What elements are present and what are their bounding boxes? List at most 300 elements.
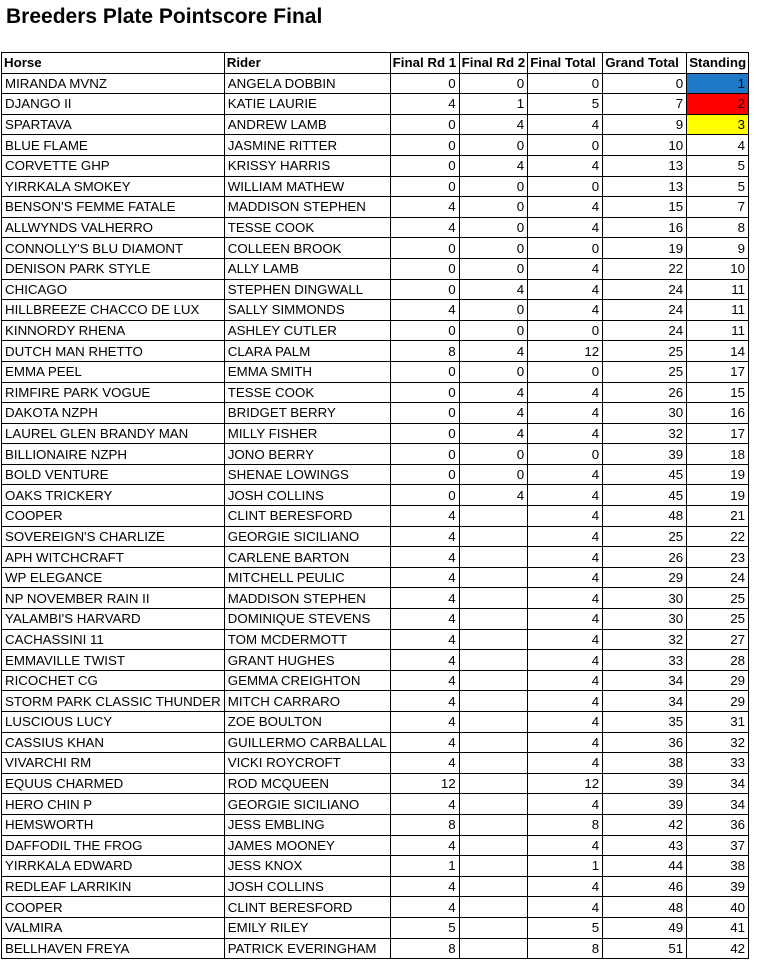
final-total-cell: 12 (528, 773, 603, 794)
rider-cell: EMILY RILEY (224, 917, 390, 938)
horse-cell: BELLHAVEN FREYA (2, 938, 225, 959)
rider-cell: GEORGIE SICILIANO (224, 526, 390, 547)
grand-total-cell: 42 (603, 814, 687, 835)
final-rd-1-cell: 4 (390, 94, 459, 115)
final-rd-2-cell: 4 (459, 279, 528, 300)
rider-cell: ANDREW LAMB (224, 114, 390, 135)
standing-cell: 8 (687, 217, 749, 238)
grand-total-cell: 51 (603, 938, 687, 959)
final-total-cell: 4 (528, 670, 603, 691)
final-rd-1-cell: 4 (390, 897, 459, 918)
final-rd-1-cell: 4 (390, 794, 459, 815)
grand-total-cell: 19 (603, 238, 687, 259)
final-total-cell: 4 (528, 753, 603, 774)
final-rd-2-cell: 0 (459, 135, 528, 156)
table-row (2, 464, 749, 485)
rider-cell: JESS KNOX (224, 856, 390, 877)
rider-cell: ANGELA DOBBIN (224, 73, 390, 94)
final-rd-2-cell: 0 (459, 444, 528, 465)
final-rd-1-cell: 4 (390, 732, 459, 753)
horse-cell: KINNORDY RHENA (2, 320, 225, 341)
standing-cell: 32 (687, 732, 749, 753)
column-header-horse: Horse (2, 53, 225, 74)
horse-cell: BLUE FLAME (2, 135, 225, 156)
horse-cell: YIRRKALA EDWARD (2, 856, 225, 877)
grand-total-cell: 44 (603, 856, 687, 877)
final-total-cell: 4 (528, 114, 603, 135)
grand-total-cell: 45 (603, 464, 687, 485)
final-total-cell: 4 (528, 197, 603, 218)
final-rd-2-cell (459, 526, 528, 547)
standing-cell: 17 (687, 423, 749, 444)
final-total-cell: 5 (528, 94, 603, 115)
rider-cell: GEMMA CREIGHTON (224, 670, 390, 691)
horse-cell: YALAMBI'S HARVARD (2, 609, 225, 630)
column-header-rider: Rider (224, 53, 390, 74)
rider-cell: GRANT HUGHES (224, 650, 390, 671)
standing-cell: 25 (687, 588, 749, 609)
standing-cell: 10 (687, 258, 749, 279)
table-row (2, 320, 749, 341)
final-rd-2-cell (459, 876, 528, 897)
grand-total-cell: 32 (603, 629, 687, 650)
final-rd-2-cell: 0 (459, 73, 528, 94)
final-rd-1-cell: 0 (390, 279, 459, 300)
horse-cell: CONNOLLY'S BLU DIAMONT (2, 238, 225, 259)
final-rd-2-cell: 1 (459, 94, 528, 115)
final-rd-2-cell (459, 835, 528, 856)
final-total-cell: 0 (528, 135, 603, 156)
table-row (2, 485, 749, 506)
final-rd-2-cell (459, 712, 528, 733)
rider-cell: JASMINE RITTER (224, 135, 390, 156)
final-rd-2-cell (459, 670, 528, 691)
horse-cell: SOVEREIGN'S CHARLIZE (2, 526, 225, 547)
final-rd-2-cell (459, 773, 528, 794)
standing-cell: 22 (687, 526, 749, 547)
table-row (2, 73, 749, 94)
final-rd-2-cell (459, 897, 528, 918)
standing-cell: 19 (687, 485, 749, 506)
horse-cell: ALLWYNDS VALHERRO (2, 217, 225, 238)
final-rd-1-cell: 4 (390, 712, 459, 733)
final-rd-2-cell (459, 547, 528, 568)
horse-cell: CACHASSINI 11 (2, 629, 225, 650)
table-row (2, 176, 749, 197)
final-rd-2-cell (459, 629, 528, 650)
table-row (2, 917, 749, 938)
rider-cell: WILLIAM MATHEW (224, 176, 390, 197)
final-rd-1-cell: 0 (390, 361, 459, 382)
standing-cell: 31 (687, 712, 749, 733)
final-total-cell: 4 (528, 712, 603, 733)
table-row (2, 135, 749, 156)
standing-cell: 18 (687, 444, 749, 465)
final-total-cell: 4 (528, 155, 603, 176)
table-row (2, 938, 749, 959)
standing-cell: 37 (687, 835, 749, 856)
final-rd-1-cell: 4 (390, 835, 459, 856)
final-rd-1-cell: 0 (390, 464, 459, 485)
final-rd-2-cell (459, 814, 528, 835)
grand-total-cell: 30 (603, 588, 687, 609)
final-total-cell: 4 (528, 732, 603, 753)
horse-cell: YIRRKALA SMOKEY (2, 176, 225, 197)
horse-cell: HEMSWORTH (2, 814, 225, 835)
rider-cell: TOM MCDERMOTT (224, 629, 390, 650)
final-rd-2-cell (459, 938, 528, 959)
final-rd-1-cell: 0 (390, 485, 459, 506)
rider-cell: COLLEEN BROOK (224, 238, 390, 259)
horse-cell: APH WITCHCRAFT (2, 547, 225, 568)
rider-cell: DOMINIQUE STEVENS (224, 609, 390, 630)
final-total-cell: 8 (528, 814, 603, 835)
final-rd-2-cell: 0 (459, 176, 528, 197)
final-rd-2-cell: 0 (459, 300, 528, 321)
standing-cell: 16 (687, 403, 749, 424)
final-total-cell: 4 (528, 609, 603, 630)
table-row (2, 423, 749, 444)
horse-cell: RICOCHET CG (2, 670, 225, 691)
final-total-cell: 4 (528, 403, 603, 424)
table-row (2, 300, 749, 321)
standing-cell: 5 (687, 155, 749, 176)
rider-cell: JONO BERRY (224, 444, 390, 465)
standing-cell: 14 (687, 341, 749, 362)
table-row (2, 197, 749, 218)
final-rd-1-cell: 4 (390, 753, 459, 774)
horse-cell: EMMA PEEL (2, 361, 225, 382)
standing-cell: 23 (687, 547, 749, 568)
final-rd-1-cell: 4 (390, 691, 459, 712)
rider-cell: CARLENE BARTON (224, 547, 390, 568)
final-total-cell: 4 (528, 464, 603, 485)
final-rd-2-cell: 0 (459, 361, 528, 382)
final-rd-1-cell: 4 (390, 526, 459, 547)
standing-cell: 5 (687, 176, 749, 197)
standing-cell: 27 (687, 629, 749, 650)
table-row (2, 609, 749, 630)
final-total-cell: 4 (528, 300, 603, 321)
rider-cell: CLINT BERESFORD (224, 506, 390, 527)
header-row (2, 53, 749, 74)
final-total-cell: 0 (528, 320, 603, 341)
final-rd-1-cell: 0 (390, 320, 459, 341)
horse-cell: LAUREL GLEN BRANDY MAN (2, 423, 225, 444)
standing-cell: 42 (687, 938, 749, 959)
rider-cell: MILLY FISHER (224, 423, 390, 444)
standing-cell: 29 (687, 691, 749, 712)
table-row (2, 94, 749, 115)
table-row (2, 361, 749, 382)
final-rd-1-cell: 4 (390, 217, 459, 238)
standing-cell: 4 (687, 135, 749, 156)
horse-cell: STORM PARK CLASSIC THUNDER (2, 691, 225, 712)
page-title: Breeders Plate Pointscore Final (6, 5, 323, 28)
grand-total-cell: 34 (603, 691, 687, 712)
rider-cell: JOSH COLLINS (224, 485, 390, 506)
grand-total-cell: 39 (603, 773, 687, 794)
grand-total-cell: 7 (603, 94, 687, 115)
rider-cell: TESSE COOK (224, 382, 390, 403)
grand-total-cell: 9 (603, 114, 687, 135)
final-total-cell: 4 (528, 279, 603, 300)
table-row (2, 773, 749, 794)
final-rd-2-cell: 0 (459, 320, 528, 341)
grand-total-cell: 0 (603, 73, 687, 94)
table-row (2, 670, 749, 691)
final-total-cell: 4 (528, 691, 603, 712)
table-row (2, 403, 749, 424)
final-total-cell: 4 (528, 588, 603, 609)
grand-total-cell: 15 (603, 197, 687, 218)
table-row (2, 506, 749, 527)
final-rd-1-cell: 4 (390, 670, 459, 691)
final-total-cell: 0 (528, 444, 603, 465)
horse-cell: VALMIRA (2, 917, 225, 938)
horse-cell: DENISON PARK STYLE (2, 258, 225, 279)
final-rd-1-cell: 1 (390, 856, 459, 877)
final-rd-1-cell: 8 (390, 938, 459, 959)
final-rd-1-cell: 8 (390, 814, 459, 835)
final-total-cell: 4 (528, 794, 603, 815)
final-rd-1-cell: 4 (390, 567, 459, 588)
grand-total-cell: 48 (603, 506, 687, 527)
standing-cell: 25 (687, 609, 749, 630)
rider-cell: KRISSY HARRIS (224, 155, 390, 176)
final-rd-1-cell: 12 (390, 773, 459, 794)
column-header-grand-total: Grand Total (603, 53, 687, 74)
horse-cell: COOPER (2, 506, 225, 527)
rider-cell: BRIDGET BERRY (224, 403, 390, 424)
standing-cell: 34 (687, 794, 749, 815)
final-total-cell: 4 (528, 835, 603, 856)
table-row (2, 238, 749, 259)
standing-cell: 40 (687, 897, 749, 918)
table-row (2, 444, 749, 465)
rider-cell: ASHLEY CUTLER (224, 320, 390, 341)
horse-cell: EQUUS CHARMED (2, 773, 225, 794)
final-total-cell: 4 (528, 423, 603, 444)
rider-cell: JESS EMBLING (224, 814, 390, 835)
grand-total-cell: 24 (603, 320, 687, 341)
table-row (2, 753, 749, 774)
horse-cell: BILLIONAIRE NZPH (2, 444, 225, 465)
final-rd-1-cell: 4 (390, 588, 459, 609)
final-rd-1-cell: 0 (390, 73, 459, 94)
final-rd-2-cell: 0 (459, 238, 528, 259)
final-rd-2-cell (459, 506, 528, 527)
final-rd-1-cell: 0 (390, 114, 459, 135)
final-rd-1-cell: 4 (390, 300, 459, 321)
table-row (2, 794, 749, 815)
final-rd-1-cell: 8 (390, 341, 459, 362)
rider-cell: CLINT BERESFORD (224, 897, 390, 918)
final-rd-2-cell (459, 753, 528, 774)
rider-cell: GUILLERMO CARBALLAL (224, 732, 390, 753)
standing-cell: 19 (687, 464, 749, 485)
grand-total-cell: 43 (603, 835, 687, 856)
grand-total-cell: 24 (603, 279, 687, 300)
grand-total-cell: 10 (603, 135, 687, 156)
standing-cell: 38 (687, 856, 749, 877)
rider-cell: ALLY LAMB (224, 258, 390, 279)
rider-cell: JOSH COLLINS (224, 876, 390, 897)
final-rd-1-cell: 0 (390, 135, 459, 156)
table-row (2, 629, 749, 650)
final-total-cell: 4 (528, 629, 603, 650)
standing-cell: 29 (687, 670, 749, 691)
final-total-cell: 0 (528, 176, 603, 197)
final-rd-2-cell: 4 (459, 382, 528, 403)
final-rd-2-cell (459, 794, 528, 815)
horse-cell: DAKOTA NZPH (2, 403, 225, 424)
final-total-cell: 4 (528, 650, 603, 671)
final-total-cell: 1 (528, 856, 603, 877)
final-rd-1-cell: 0 (390, 155, 459, 176)
table-row (2, 897, 749, 918)
final-rd-1-cell: 4 (390, 506, 459, 527)
final-rd-1-cell: 0 (390, 382, 459, 403)
rider-cell: ROD MCQUEEN (224, 773, 390, 794)
final-rd-2-cell (459, 732, 528, 753)
table-row (2, 732, 749, 753)
rider-cell: ZOE BOULTON (224, 712, 390, 733)
final-total-cell: 4 (528, 258, 603, 279)
final-rd-1-cell: 0 (390, 403, 459, 424)
table-row (2, 567, 749, 588)
final-total-cell: 4 (528, 547, 603, 568)
standing-cell: 41 (687, 917, 749, 938)
final-rd-2-cell: 0 (459, 258, 528, 279)
standing-cell: 21 (687, 506, 749, 527)
table-row (2, 588, 749, 609)
horse-cell: COOPER (2, 897, 225, 918)
final-rd-2-cell: 4 (459, 155, 528, 176)
rider-cell: MADDISON STEPHEN (224, 588, 390, 609)
horse-cell: CASSIUS KHAN (2, 732, 225, 753)
table-row (2, 279, 749, 300)
final-total-cell: 0 (528, 361, 603, 382)
column-header-standing: Standing (687, 53, 749, 74)
grand-total-cell: 39 (603, 794, 687, 815)
horse-cell: DAFFODIL THE FROG (2, 835, 225, 856)
column-header-final-rd-2: Final Rd 2 (459, 53, 528, 74)
standing-cell: 34 (687, 773, 749, 794)
grand-total-cell: 16 (603, 217, 687, 238)
horse-cell: OAKS TRICKERY (2, 485, 225, 506)
final-total-cell: 4 (528, 506, 603, 527)
table-row (2, 526, 749, 547)
final-rd-2-cell: 0 (459, 197, 528, 218)
final-rd-1-cell: 0 (390, 258, 459, 279)
horse-cell: EMMAVILLE TWIST (2, 650, 225, 671)
final-total-cell: 0 (528, 238, 603, 259)
horse-cell: CHICAGO (2, 279, 225, 300)
table-row (2, 856, 749, 877)
grand-total-cell: 13 (603, 155, 687, 176)
final-total-cell: 12 (528, 341, 603, 362)
grand-total-cell: 26 (603, 547, 687, 568)
final-rd-1-cell: 4 (390, 197, 459, 218)
column-header-final-total: Final Total (528, 53, 603, 74)
final-total-cell: 5 (528, 917, 603, 938)
rider-cell: TESSE COOK (224, 217, 390, 238)
final-rd-2-cell: 0 (459, 464, 528, 485)
table-row (2, 217, 749, 238)
rider-cell: PATRICK EVERINGHAM (224, 938, 390, 959)
final-rd-2-cell: 4 (459, 485, 528, 506)
horse-cell: DJANGO II (2, 94, 225, 115)
grand-total-cell: 26 (603, 382, 687, 403)
rider-cell: GEORGIE SICILIANO (224, 794, 390, 815)
horse-cell: NP NOVEMBER RAIN II (2, 588, 225, 609)
final-rd-2-cell: 4 (459, 114, 528, 135)
final-rd-2-cell (459, 691, 528, 712)
rider-cell: SHENAE LOWINGS (224, 464, 390, 485)
grand-total-cell: 38 (603, 753, 687, 774)
horse-cell: VIVARCHI RM (2, 753, 225, 774)
standing-cell: 1 (687, 73, 749, 94)
rider-cell: STEPHEN DINGWALL (224, 279, 390, 300)
final-rd-2-cell (459, 609, 528, 630)
final-rd-2-cell: 4 (459, 341, 528, 362)
final-rd-2-cell: 4 (459, 403, 528, 424)
table-row (2, 814, 749, 835)
standing-cell: 11 (687, 279, 749, 300)
grand-total-cell: 13 (603, 176, 687, 197)
rider-cell: CLARA PALM (224, 341, 390, 362)
horse-cell: LUSCIOUS LUCY (2, 712, 225, 733)
final-rd-2-cell (459, 650, 528, 671)
grand-total-cell: 49 (603, 917, 687, 938)
final-total-cell: 4 (528, 526, 603, 547)
standing-cell: 36 (687, 814, 749, 835)
final-rd-1-cell: 0 (390, 176, 459, 197)
final-rd-1-cell: 4 (390, 650, 459, 671)
standing-cell: 24 (687, 567, 749, 588)
final-rd-1-cell: 4 (390, 629, 459, 650)
table-row (2, 114, 749, 135)
grand-total-cell: 46 (603, 876, 687, 897)
grand-total-cell: 25 (603, 361, 687, 382)
standing-cell: 33 (687, 753, 749, 774)
standing-cell: 11 (687, 320, 749, 341)
final-rd-2-cell: 0 (459, 217, 528, 238)
final-total-cell: 4 (528, 897, 603, 918)
final-rd-2-cell: 4 (459, 423, 528, 444)
grand-total-cell: 32 (603, 423, 687, 444)
final-rd-2-cell (459, 917, 528, 938)
horse-cell: REDLEAF LARRIKIN (2, 876, 225, 897)
horse-cell: BOLD VENTURE (2, 464, 225, 485)
final-rd-2-cell (459, 567, 528, 588)
rider-cell: MITCHELL PEULIC (224, 567, 390, 588)
horse-cell: MIRANDA MVNZ (2, 73, 225, 94)
table-row (2, 547, 749, 568)
standing-cell: 11 (687, 300, 749, 321)
column-header-final-rd-1: Final Rd 1 (390, 53, 459, 74)
horse-cell: RIMFIRE PARK VOGUE (2, 382, 225, 403)
table-row (2, 691, 749, 712)
grand-total-cell: 48 (603, 897, 687, 918)
rider-cell: KATIE LAURIE (224, 94, 390, 115)
grand-total-cell: 25 (603, 526, 687, 547)
rider-cell: MITCH CARRARO (224, 691, 390, 712)
table-row (2, 155, 749, 176)
standing-cell: 3 (687, 114, 749, 135)
final-total-cell: 8 (528, 938, 603, 959)
